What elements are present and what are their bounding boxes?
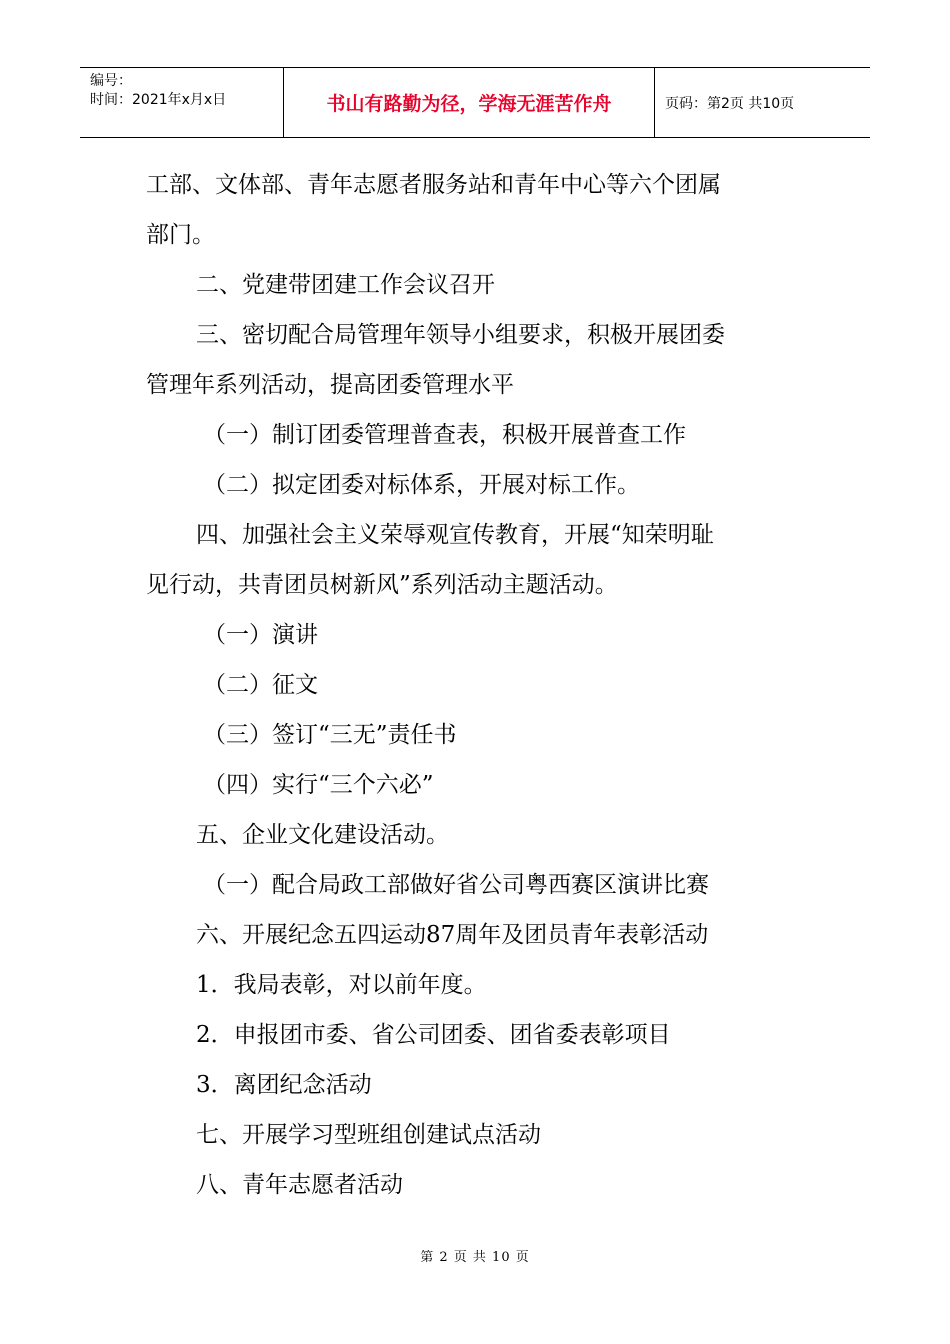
serial-label: 编号： <box>90 73 132 89</box>
numbered-item: 1．我局表彰，对以前年度。 <box>196 972 487 998</box>
sub-item: （二）拟定团委对标体系，开展对标工作。 <box>203 472 640 498</box>
section-heading: 七、开展学习型班组创建试点活动 <box>196 1122 541 1148</box>
header-meta <box>80 68 283 137</box>
section-heading: 三、密切配合局管理年领导小组要求，积极开展团委 <box>196 322 725 348</box>
sub-item: （一）配合局政工部做好省公司粤西赛区演讲比赛 <box>203 872 709 898</box>
paragraph-line: 管理年系列活动，提高团委管理水平 <box>146 372 514 398</box>
sub-item: （二）征文 <box>203 672 318 698</box>
sub-item: （三）签订“三无”责任书 <box>203 722 457 748</box>
section-heading: 六、开展纪念五四运动87周年及团员青年表彰活动 <box>196 922 709 948</box>
paragraph-line: 工部、文体部、青年志愿者服务站和青年中心等六个团属 <box>146 172 721 198</box>
document-body <box>146 160 826 1210</box>
sub-item: （四）实行“三个六必” <box>203 772 434 798</box>
section-heading: 八、青年志愿者活动 <box>196 1172 403 1198</box>
section-heading: 五、企业文化建设活动。 <box>196 822 449 848</box>
numbered-item: 2．申报团市委、省公司团委、团省委表彰项目 <box>196 1022 671 1048</box>
paragraph-line: 见行动，共青团员树新风”系列活动主题活动。 <box>146 572 618 598</box>
page-header <box>80 67 870 138</box>
sub-item: （一）制订团委管理普查表，积极开展普查工作 <box>203 422 686 448</box>
section-heading: 四、加强社会主义荣辱观宣传教育，开展“知荣明耻 <box>196 522 714 548</box>
sub-item: （一）演讲 <box>203 622 318 648</box>
header-page-info: 页码：第2页 共10页 <box>665 95 795 112</box>
paragraph-line: 部门。 <box>146 222 215 248</box>
numbered-item: 3．离团纪念活动 <box>196 1072 372 1098</box>
time-label: 时间：2021年x月x日 <box>90 92 227 108</box>
page-footer: 第 2 页 共 10 页 <box>420 1250 530 1265</box>
section-heading: 二、党建带团建工作会议召开 <box>196 272 495 298</box>
header-motto: 书山有路勤为径，学海无涯苦作舟 <box>283 68 655 137</box>
